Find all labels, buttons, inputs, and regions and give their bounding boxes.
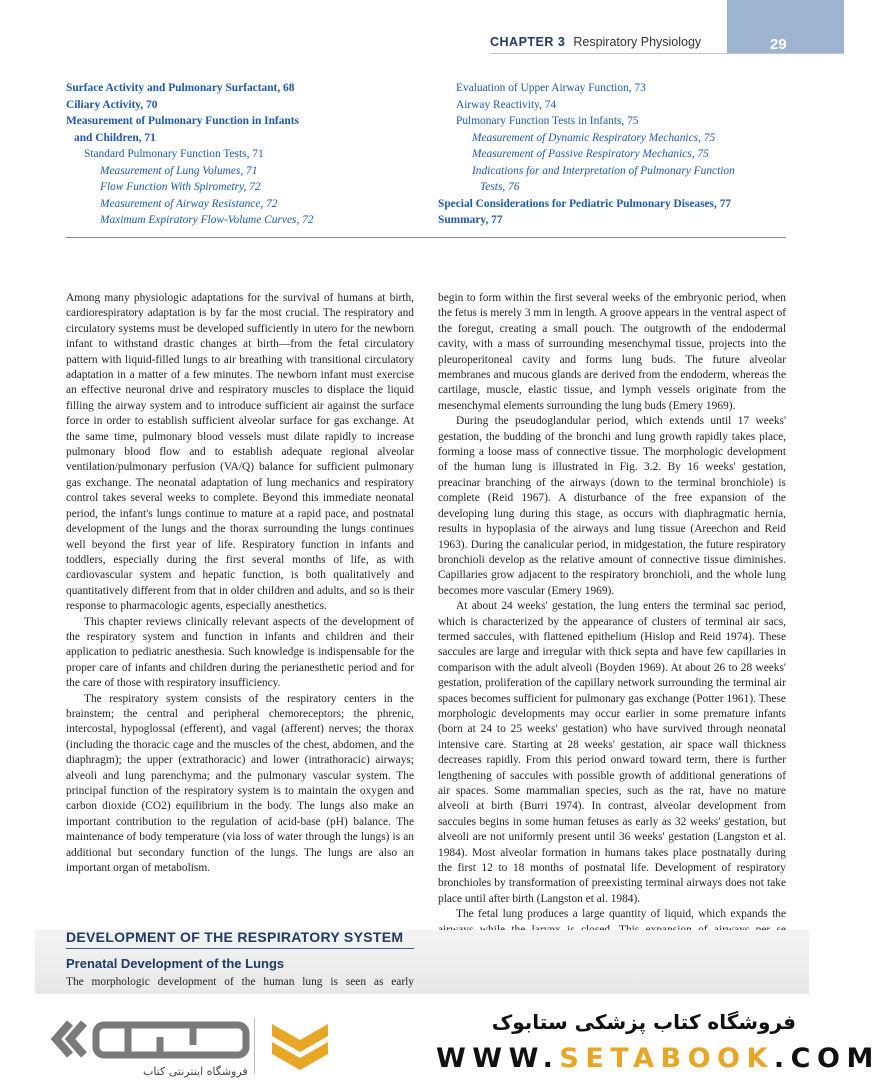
body-paragraph: During the pseudoglandular period, which extends until 17 weeks' gestation, the budding of the bronchi and lung growth rapidly takes place, forming a loose mass of connective tissue. The morphologic development of the human lung is illustrated in Fig. 3.2. By 16 weeks' gestation, preacinar branching of the airways (down to the terminal bronchiole) is complete (Reid 1967). A disturbance of the free expansion of the developing lung during this stage, as occurs with diaphragmatic hernia, results in hypoplasia of the airways and lung tissue (Areechon and Reid 1963). During the canalicular period, in midgestation, the future respiratory bronchioli develop as the relative amount of connective tissue diminishes. Capillaries grow adjacent to the respiratory bronchioli, and the whole lung becomes more vascular (Emery 1969). xyxy=(438,415,786,597)
logo-mark-icon xyxy=(48,1015,253,1063)
body-paragraph: The fetal lung produces a large quantity of liquid, which expands the xyxy=(456,908,786,921)
toc-divider xyxy=(66,237,786,238)
toc-entry[interactable]: Indications for and Interpretation of Pulmonary Function xyxy=(472,164,735,177)
toc-entry[interactable]: Pulmonary Function Tests in Infants, 75 xyxy=(456,115,639,127)
toc-entry[interactable]: Maximum Expiratory Flow-Volume Curves, 72 xyxy=(100,214,314,226)
toc-entry[interactable]: Flow Function With Spirometry, 72 xyxy=(100,181,261,193)
toc-entry[interactable]: and Children, 71 xyxy=(74,131,156,144)
toc-entry[interactable]: Airway Reactivity, 74 xyxy=(456,98,557,111)
body-left-column xyxy=(66,291,414,876)
section-heading: DEVELOPMENT OF THE RESPIRATORY SYSTEM xyxy=(66,929,414,949)
body-right-column xyxy=(438,291,786,953)
store-url[interactable] xyxy=(436,1043,880,1074)
body-paragraph: Among many physiologic adaptations for the survival of humans at birth, cardiorespiratory adaptation is by far the most crucial. The respiratory and circulatory systems must be developed sufficiently in utero for the newborn infant to withstand drastic changes at birth—from the fetal circulatory pattern with liquid-filled lungs to air breathing with transitional circulatory adaptation in a matter of a few minutes. The newborn infant must exercise an effective neuronal drive and respiratory muscles to displace the liquid filling the airway system and to introduce sufficient air against the surface force in order to establish sufficient alveolar surface for gas exchange. At the same time, pulmonary blood vessels must dilate rapidly to increase pulmonary blood flow and to establish adequate regional alveolar ventilation/pulmonary perfusion (VA/Q) balance for sufficient pulmonary gas exchange. The neonatal adaptation of lung mechanics and respiratory control takes several weeks to complete. Beyond this immediate neonatal period, the infant's lungs continue to mature at a rapid pace, and postnatal development of the lungs and the thorax surrounding the lungs continues well beyond the first year of life. Respiratory function in infants and toddlers, especially during the first several months of life, as with cardiovascular system and hepatic function, is both qualitatively and quantitatively different from that in older children and adults, and so is their response to pharmacologic agents, especially anesthetics. xyxy=(66,292,414,613)
page-number-tab xyxy=(727,0,844,54)
url-suffix: .COM xyxy=(773,1043,880,1074)
chapter-label: CHAPTER 3 xyxy=(490,35,566,49)
left-column-last-line: The morphologic development of the human lung is seen as early xyxy=(66,976,414,988)
header-rule xyxy=(490,53,844,54)
toc-entry[interactable]: Surface Activity and Pulmonary Surfactant, 68 xyxy=(66,82,295,94)
setabook-logo[interactable] xyxy=(48,1015,258,1081)
subsection-heading: Prenatal Development of the Lungs xyxy=(66,956,285,971)
toc-entry[interactable]: Special Considerations for Pediatric Pulmonary Diseases, 77 xyxy=(438,197,732,210)
toc-entry[interactable]: Summary, 77 xyxy=(438,214,503,226)
logo-tagline: فروشگاه اینترنتی کتاب xyxy=(143,1065,248,1078)
toc-entry[interactable]: Measurement of Airway Resistance, 72 xyxy=(100,197,278,210)
toc-entry[interactable]: Measurement of Passive Respiratory Mechanics, 75 xyxy=(472,148,709,160)
body-paragraph: This chapter reviews clinically relevant aspects of the development of the respiratory system and function in infants and children and their application to pediatric anesthesia. Such knowledge is indispensable for the proper care of infants and children during the perianesthetic period and for the care of those with respiratory insufficiency. xyxy=(66,615,414,690)
chapter-title: Respiratory Physiology xyxy=(573,35,702,49)
toc-entry[interactable]: Tests, 76 xyxy=(480,181,520,193)
store-title: فروشگاه کتاب پزشکی ستابوک xyxy=(491,1010,796,1034)
toc-entry[interactable]: Evaluation of Upper Airway Function, 73 xyxy=(456,82,646,94)
toc-entry[interactable]: Ciliary Activity, 70 xyxy=(66,98,158,111)
logo-wordmark xyxy=(48,1015,253,1072)
toc-entry[interactable]: Measurement of Dynamic Respiratory Mechanics, 75 xyxy=(472,131,716,144)
toc-entry[interactable]: Measurement of Lung Volumes, 71 xyxy=(100,164,258,177)
toc-left-column xyxy=(66,80,314,229)
running-header xyxy=(490,35,701,49)
body-paragraph: begin to form within the first several weeks of the embryonic period, when the fetus is merely 3 mm in length. A groove appears in the ventral aspect of the foregut, creating a small pouch. The outgrowth of the endodermal cavity, with a mass of surrounding mesenchymal tissue, projects into the pleuroperitoneal cavity and forms lung buds. The future alveolar membranes and mucous glands are derived from the endoderm, whereas the cartilage, muscle, elastic tissue, and lymph vessels originate from the mesenchymal elements surrounding the lung buds (Emery 1969). xyxy=(438,292,786,412)
setabook-emblem-icon xyxy=(268,1020,332,1076)
url-prefix: WWW. xyxy=(436,1043,560,1074)
body-paragraph: The respiratory system consists of the respiratory centers in the brainstem; the central and peripheral chemoreceptors; the phrenic, intercostal, hypoglossal (efferent), and vagal (afferent) nerves; the thorax (including the thoracic cage and the muscles of the chest, abdomen, and the diaphragm); the upper (extrathoracic) and lower (intrathoracic) airways; alveoli and lung parenchyma; and the pulmonary vascular system. The principal function of the respiratory system is to maintain the oxygen and carbon dioxide (CO2) equilibrium in the body. The lungs also make an important contribution to the regulation of acid-base (pH) balance. The maintenance of body temperature (via loss of water through the lungs) is an additional but secondary function of the lungs. The lungs are also an important organ of metabolism. xyxy=(66,692,414,875)
page-number: 29 xyxy=(770,36,787,53)
body-paragraph: At about 24 weeks' gestation, the lung enters the terminal sac period, which is characterized by the appearance of clusters of terminal air sacs, termed saccules, with flattened epithelium (Hislop and Reid 1974). These saccules are large and irregular with thick septa and have few capillaries in comparison with the adult alveoli (Boyden 1969). At about 26 to 28 weeks' gestation, proliferation of the capillary network surrounding the terminal air spaces becomes sufficient for pulmonary gas exchange (Potter 1961). These morphologic developments may occur earlier in some premature infants (born at 24 to 25 weeks' gestation) who have survived through neonatal intensive care. Starting at 28 weeks' gestation, air space wall thickness decreases rapidly. From this period onward toward term, there is further lengthening of saccules with possible growth of additional generations of air spaces. Some mammalian species, such as the rat, have no mature alveoli at birth (Burri 1974). In contrast, alveolar development from saccules begins in some human fetuses as early as 32 weeks' gestation, but alveoli are not uniformly present until 36 weeks' gestation (Langston et al. 1984). Most alveolar formation in humans takes place postnatally during the first 12 to 18 months of postnatal life. Development of respiratory bronchioles by transformation of preexisting terminal airways does not take place until after birth (Langston et al. 1984). xyxy=(438,600,786,905)
url-brand: SETABOOK xyxy=(559,1043,774,1074)
footer-divider xyxy=(254,1018,255,1074)
toc-entry[interactable]: Standard Pulmonary Function Tests, 71 xyxy=(84,148,264,160)
toc-right-column xyxy=(438,80,735,229)
toc-entry[interactable]: Measurement of Pulmonary Function in Infants xyxy=(66,115,299,127)
